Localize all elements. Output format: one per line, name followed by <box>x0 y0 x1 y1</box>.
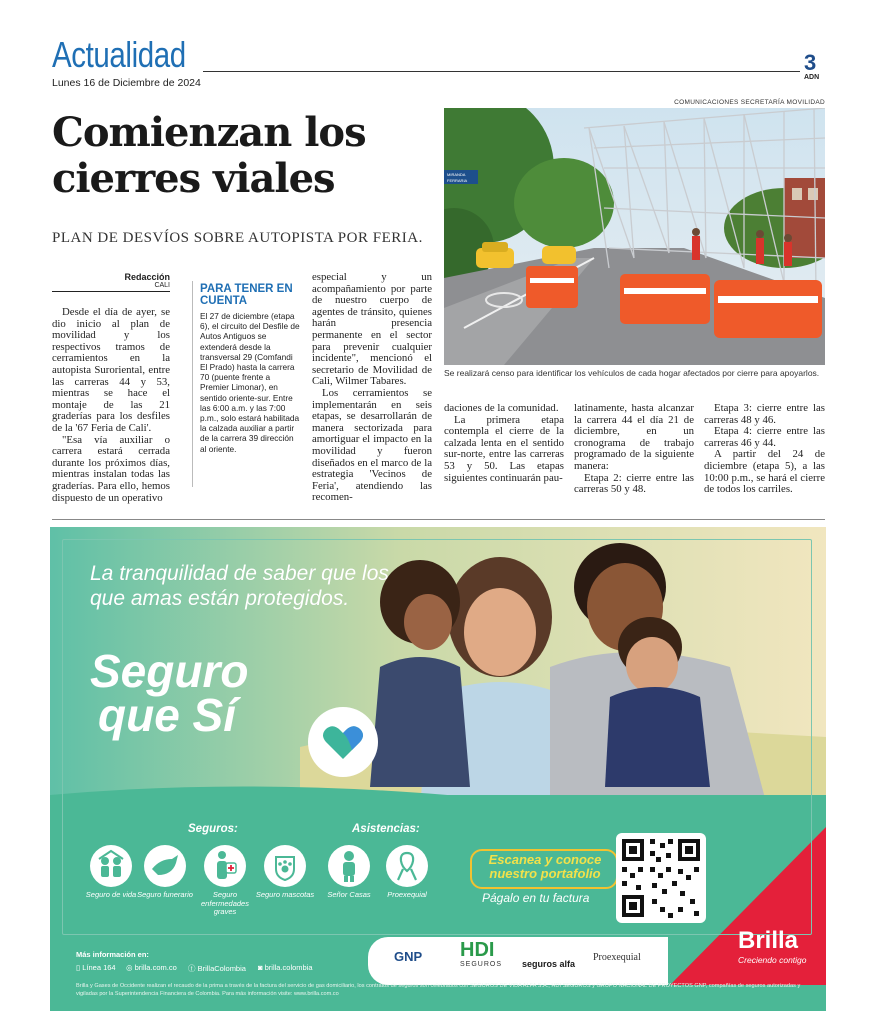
asistencias-label: Asistencias: <box>352 823 420 835</box>
subtitle: PLAN DE DESVÍOS SOBRE AUTOPISTA POR FERIA. <box>52 230 423 246</box>
ad-brand-logo <box>90 645 249 741</box>
gnp-logo: GNP <box>394 949 423 964</box>
contact-instagram[interactable] <box>258 963 313 972</box>
contact-facebook-text: BrillaColombia <box>197 964 246 973</box>
seguro-funerario-label: Seguro funerario <box>137 890 193 899</box>
article-column-3 <box>444 403 564 484</box>
ribbon-icon[interactable] <box>386 845 428 887</box>
paragraph: Etapa 4: cierre entre las carreras 46 y 44. <box>704 425 825 449</box>
paragraph: especial y un acompañamiento por parte de nuestro cuerpo de agentes de tránsito, quienes harán presencia permanente en el sector para prevenir cualquier incidente", mencionó el secretario de Movilidad de Cali, Wilmer Tabares. <box>312 271 432 388</box>
sidebar-box <box>200 283 300 454</box>
header-rule <box>203 71 800 72</box>
ad-divider <box>52 519 825 520</box>
sidebar-text: El 27 de diciembre (etapa 6), el circuito del Desfile de Autos Antiguos se extenderá desde la transversal 29 (Comfandi El Prado) hasta la carrera 70 (puente frente a Premier Limonar), en sentido oriente-sur. Entre las 6:00 a.m. y las 7:00 p.m., solo estará habilitada la calzada auxiliar a partir de la carrera 39 dirección al oriente. <box>200 311 300 454</box>
byline-place: CALI <box>52 282 170 292</box>
family-icon[interactable] <box>90 845 132 887</box>
paragraph: Desde el día de ayer, se dio inicio al plan de movilidad y los respectivos tramos de cerramientos en la autopista Suroriental, entre las carreras 44 y 53, mientras se hace el montaje de las 21 graderías para los desfiles de la '67 Feria de Cali'. <box>52 306 170 434</box>
street-sign-2: FERRARIA <box>447 178 468 183</box>
sidebar-title: PARA TENER EN CUENTA <box>200 283 293 307</box>
contact-web[interactable] <box>126 963 177 972</box>
legal-disclaimer: Brilla y Gases de Occidente realizan el recaudo de la prima a través de la factura del servicio de gas domiciliario, los contratos de seguros son celebrados con SEGUROS DE VIDA ALFA S.A., HDI SEGUROS y GRUPO NACIONAL DE PROYECTOS GNP, compañías de seguros autorizadas y vigiladas por la Superintendencia Financiera de Colombia. Para más información visite: www.brilla.com.co <box>76 983 801 997</box>
pay-text: Págalo en tu factura <box>482 891 590 905</box>
proexequial-label: Proexequial <box>387 890 427 899</box>
headline: Comienzan los cierres viales <box>52 109 366 202</box>
article-column-1 <box>52 307 170 504</box>
ad-tagline: La tranquilidad de saber que los que amas están protegidos. <box>90 562 389 610</box>
dove-icon[interactable] <box>144 845 186 887</box>
globe-icon: ◎ <box>126 963 135 972</box>
proexequial-logo: Proexequial <box>593 952 641 963</box>
contact-facebook[interactable] <box>188 963 246 974</box>
article-column-5 <box>704 403 825 496</box>
scan-text: Escanea y conoce nuestro portafolio <box>488 852 602 881</box>
paragraph: "Esa vía auxiliar o carrera estará cerrada durante los próximos días, mientras instalan todas las graderías. Para ello, hemos dispuesto de un operativo <box>52 433 170 504</box>
hdi-seguros-text: SEGUROS <box>460 961 503 968</box>
photo-caption: Se realizará censo para identificar los vehículos de cada hogar afectados por cierre para apoyarlos. <box>444 368 820 378</box>
section-title: Actualidad <box>52 34 186 75</box>
brilla-advertisement[interactable] <box>50 527 826 1011</box>
byline <box>52 272 170 292</box>
senor-casas-label: Señor Casas <box>327 890 371 899</box>
contact-title: Más información en: <box>76 950 149 959</box>
byline-name: Redacción <box>124 272 170 282</box>
issue-date: Lunes 16 de Diciembre de 2024 <box>52 77 201 89</box>
seguro-mascotas-label: Seguro mascotas <box>255 890 315 899</box>
paragraph: daciones de la comunidad. <box>444 402 559 414</box>
photo-credit: COMUNICACIONES SECRETARÍA MOVILIDAD <box>674 99 825 106</box>
article-column-2 <box>312 272 432 504</box>
page-brand: ADN <box>804 74 820 81</box>
paragraph: A partir del 24 de diciembre (etapa 5), a las 10:00 p.m., se hará el cierre de todos los carriles. <box>704 448 825 496</box>
paragraph: Etapa 2: cierre entre las carreras 50 y 48. <box>574 471 694 496</box>
paragraph: Los cerramientos se implementarán en seis etapas, se desarrollarán de manera sectorizada para amortiguar el impacto en la movilidad y fueron diseñados en el marco de la estrategia 'Vecinos de Feria', atendiendo las recomen- <box>312 386 432 504</box>
qr-code-icon <box>616 833 706 923</box>
street-sign-1: MIRANDA <box>447 172 466 177</box>
ad-brand-line-1: Seguro <box>90 645 249 697</box>
medical-person-icon[interactable] <box>204 845 246 887</box>
qr-code[interactable] <box>616 833 706 923</box>
seguro-enfermedades-label: Seguro enfermedades graves <box>201 890 249 916</box>
seguro-vida-label: Seguro de vida <box>85 890 137 899</box>
paw-icon[interactable] <box>264 845 306 887</box>
heart-logo <box>308 707 378 777</box>
article-photo <box>444 108 825 365</box>
instagram-icon: ◙ <box>258 963 265 972</box>
seguros-alfa-logo: seguros alfa <box>522 959 576 969</box>
facebook-icon: ⓕ <box>188 964 198 973</box>
hdi-logo: HDI <box>460 939 495 961</box>
sidebar-divider <box>192 281 193 487</box>
contact-phone[interactable] <box>76 963 116 972</box>
page-number: 3 <box>804 50 817 75</box>
contact-instagram-text: brilla.colombia <box>264 963 313 972</box>
brilla-logo: Brilla <box>738 927 799 954</box>
seguros-label: Seguros: <box>188 823 238 835</box>
heart-icon <box>308 707 378 777</box>
street-scene-image <box>444 108 825 365</box>
brilla-slogan: Creciendo contigo <box>738 955 807 965</box>
ad-brand-line-2: que Sí <box>98 689 237 741</box>
phone-icon: ▯ <box>76 963 83 972</box>
contact-web-text: brilla.com.co <box>134 963 177 972</box>
article-column-4 <box>574 403 694 496</box>
contact-phone-text: Línea 164 <box>82 963 116 972</box>
paragraph: Etapa 3: cierre entre las carreras 48 y 46. <box>704 402 825 426</box>
paragraph: latinamente, hasta alcanzar la carrera 44 el día 21 de diciembre, en un cronograma de trabajo programado de la siguiente manera: <box>574 402 694 472</box>
handyman-icon[interactable] <box>328 845 370 887</box>
paragraph: La primera etapa contempla el cierre de la calzada lenta en el sentido sur-norte, entre las carreras 53 y 50. Las etapas siguientes continuarán pau- <box>444 413 564 484</box>
